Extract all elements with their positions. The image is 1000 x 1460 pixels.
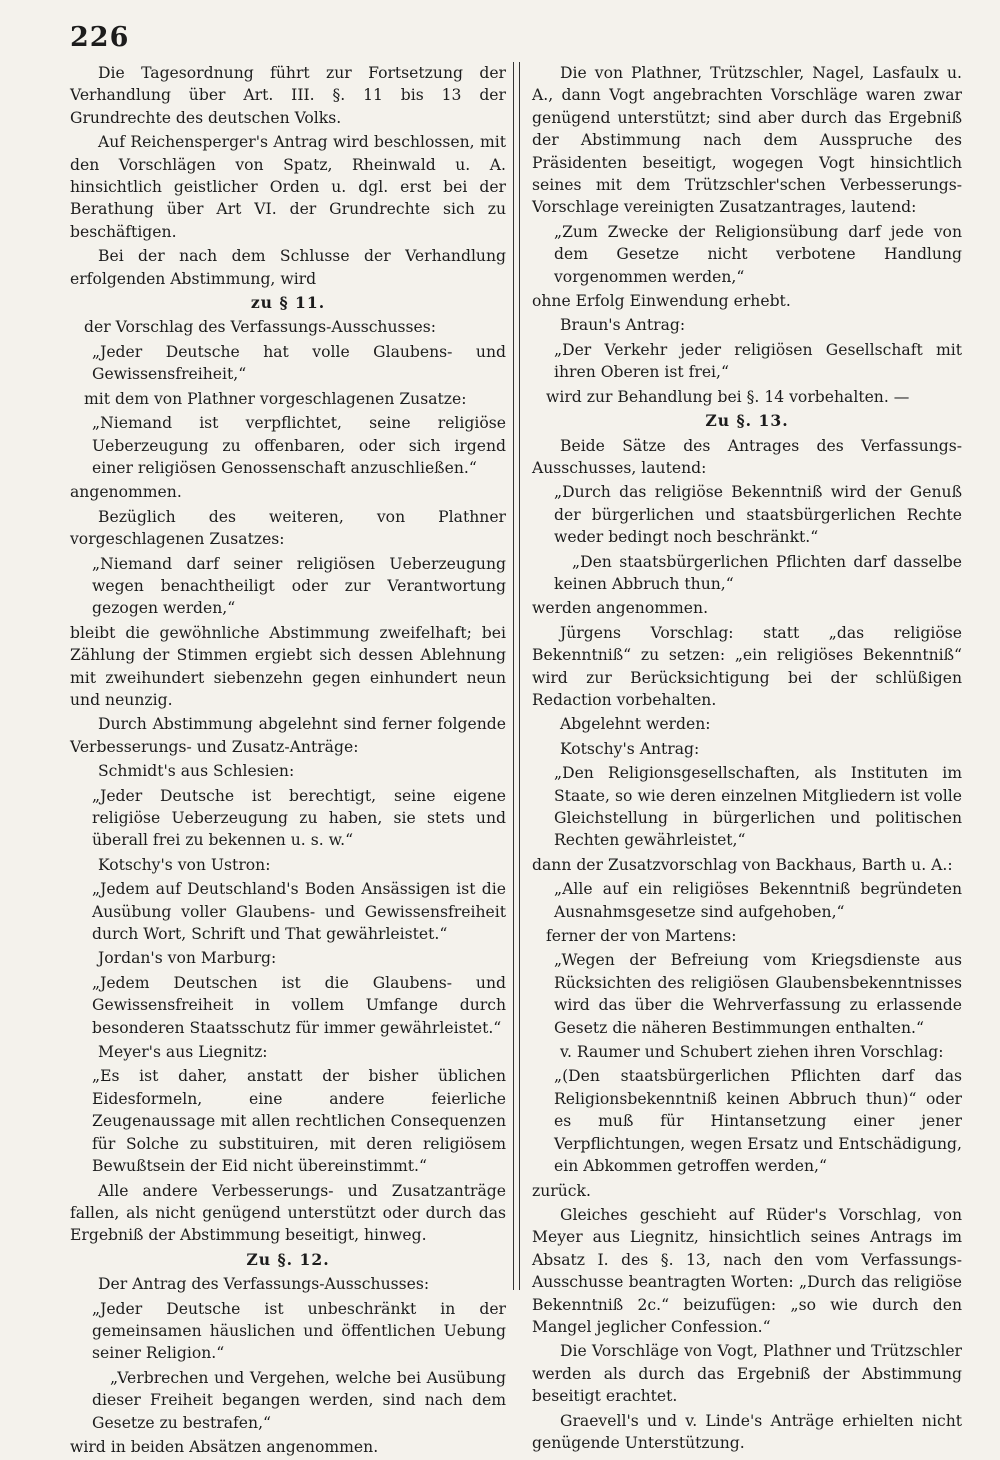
quotation: „(Den staatsbürgerlichen Pflichten darf das Religionsbekenntniß keinen Abbruch thun)“ oder es muß für Hintansetzung einer jener Verpflichtungen, wegen Ersatz und Entschädigung, ein Abkommen getroffen werden,“: [554, 1067, 962, 1176]
paragraph: v. Raumer und Schubert ziehen ihren Vorschlag:: [560, 1043, 944, 1062]
paragraph: Bezüglich des weiteren, von Plathner vorgeschlagenen Zusatzes:: [70, 507, 506, 549]
quotation: „Den staatsbürgerlichen Pflichten darf dasselbe keinen Abbruch thun,“: [554, 552, 962, 593]
paragraph: Beide Sätze des Antrages des Verfassungs-Ausschusses, lautend:: [532, 436, 962, 477]
paragraph: wird zur Behandlung bei §. 14 vorbehalten. —: [546, 387, 910, 406]
paragraph: Durch Abstimmung abgelehnt sind ferner folgende Verbesserungs- und Zusatz-Anträge:: [70, 715, 506, 756]
quotation: „Den Religionsgesellschaften, als Instituten im Staate, so wie deren einzelnen Mitgliedern ist volle Gleichstellung in bürgerlichen und politischen Rechten gewährleistet,“: [554, 764, 962, 850]
paragraph: zurück.: [532, 1181, 591, 1200]
quotation: „Es ist daher, anstatt der bisher üblichen Eidesformeln, eine andere feierliche Zeugenaussage mit allen rechtlichen Consequenzen für Solche zu substituiren, mit deren religiösem Bewußtsein der Eid nicht übereinstimmt.“: [92, 1067, 506, 1176]
paragraph: ohne Erfolg Einwendung erhebt.: [532, 292, 791, 311]
section-heading: zu § 11.: [250, 293, 326, 313]
paragraph: Kotschy's Antrag:: [560, 739, 700, 758]
quotation: „Jeder Deutsche hat volle Glaubens- und Gewissensfreiheit,“: [92, 342, 506, 384]
paragraph: Schmidt's aus Schlesien:: [98, 762, 295, 781]
quotation: „Verbrechen und Vergehen, welche bei Ausübung dieser Freiheit begangen werden, sind nach dem Gesetze zu bestrafen,“: [92, 1368, 506, 1432]
quotation: „Jedem auf Deutschland's Boden Ansässigen ist die Ausübung voller Glaubens- und Gewissensfreiheit durch Wort, Schrift und That gewährleistet.“: [92, 880, 506, 944]
quotation: „Alle auf ein religiöses Bekenntniß begründeten Ausnahmsgesetze sind aufgehoben,“: [554, 880, 962, 921]
paragraph: Kotschy's von Ustron:: [98, 855, 271, 874]
paragraph: Die Tagesordnung führt zur Fortsetzung der Verhandlung über Art. III. §. 11 bis 13 der Grundrechte des deutschen Volks.: [70, 64, 506, 127]
paragraph: Braun's Antrag:: [560, 316, 686, 335]
paragraph: Jordan's von Marburg:: [98, 949, 277, 968]
section-heading: Zu §. 13.: [705, 411, 789, 431]
paragraph: Die Vorschläge von Vogt, Plathner und Trützschler werden als durch das Ergebniß der Abstimmung beseitigt erachtet.: [532, 1342, 962, 1406]
quotation: „Niemand darf seiner religiösen Ueberzeugung wegen benachtheiligt oder zur Verantwortung gezogen werden,“: [92, 554, 506, 618]
page-number: 226: [70, 22, 130, 53]
quotation: „Jedem Deutschen ist die Glaubens- und Gewissensfreiheit in vollem Umfange durch besonderen Staatsschutz für immer gewährleistet.“: [92, 973, 506, 1037]
paragraph: werden angenommen.: [532, 599, 709, 618]
quotation: „Zum Zwecke der Religionsübung darf jede von dem Gesetze nicht verbotene Handlung vorgenommen werden,“: [554, 222, 962, 286]
paragraph: bleibt die gewöhnliche Abstimmung zweifelhaft; bei Zählung der Stimmen ergiebt sich dessen Ablehnung mit zweihundert siebenzehn gegen einhundert neun und neunzig.: [70, 623, 506, 709]
paragraph: angenommen.: [70, 483, 182, 502]
column-divider: [513, 62, 520, 1290]
paragraph: dann der Zusatzvorschlag von Backhaus, Barth u. A.:: [532, 855, 953, 874]
paragraph: Gleiches geschieht auf Rüder's Vorschlag, von Meyer aus Liegnitz, hinsichtlich seines Antrags im Absatz I. des §. 13, nach den vom Verfassungs-Ausschusse beantragten Worten: „Durch das religiöse Bekenntniß 2c.“ beizufügen: „so wie durch den Mangel jeglicher Confession.“: [532, 1205, 962, 1336]
paragraph: Der Antrag des Verfassungs-Ausschusses:: [98, 1275, 430, 1294]
paragraph: mit dem von Plathner vorgeschlagenen Zusatze:: [84, 389, 467, 408]
paragraph: Jürgens Vorschlag: statt „das religiöse Bekenntniß“ zu setzen: „ein religiöses Bekenntniß“ wird zur Berücksichtigung bei der schlüßigen Redaction vorbehalten.: [532, 623, 962, 709]
paragraph: ferner der von Martens:: [546, 927, 737, 946]
quotation: „Durch das religiöse Bekenntniß wird der Genuß der bürgerlichen und staatsbürgerlichen Rechte weder bedingt noch beschränkt.“: [554, 483, 962, 547]
quotation: „Der Verkehr jeder religiösen Gesellschaft mit ihren Oberen ist frei,“: [554, 340, 962, 382]
paragraph: Bei der nach dem Schlusse der Verhandlung erfolgenden Abstimmung, wird: [70, 247, 506, 288]
paragraph: Auf Reichensperger's Antrag wird beschlossen, mit den Vorschlägen von Spatz, Rheinwald u. A. hinsichtlich geistlicher Orden u. dgl. erst bei der Berathung über Art VI. der Grundrechte sich zu beschäftigen.: [70, 133, 506, 241]
paragraph: wird in beiden Absätzen angenommen.: [70, 1437, 379, 1456]
left-column: [70, 62, 506, 1460]
paragraph: Graevell's und v. Linde's Anträge erhielten nicht genügende Unterstützung.: [532, 1411, 962, 1452]
paragraph: der Vorschlag des Verfassungs-Ausschusses:: [84, 318, 437, 337]
right-column: [532, 62, 962, 1456]
quotation: „Niemand ist verpflichtet, seine religiöse Ueberzeugung zu offenbaren, oder sich irgend einer religiösen Genossenschaft anzuschließen.“: [92, 414, 506, 477]
paragraph: Abgelehnt werden:: [560, 715, 711, 734]
paragraph: Meyer's aus Liegnitz:: [98, 1043, 268, 1062]
quotation: „Wegen der Befreiung vom Kriegsdienste aus Rücksichten des religiösen Glaubensbekenntnisses wird das über die Wehrverfassung zu erlassende Gesetz die näheren Bestimmungen enthalten.“: [554, 951, 962, 1037]
quotation: „Jeder Deutsche ist unbeschränkt in der gemeinsamen häuslichen und öffentlichen Uebung seiner Religion.“: [92, 1299, 506, 1363]
quotation: „Jeder Deutsche ist berechtigt, seine eigene religiöse Ueberzeugung zu haben, sie stets und überall frei zu bekennen u. s. w.“: [92, 786, 506, 850]
paragraph: Alle andere Verbesserungs- und Zusatzanträge fallen, als nicht genügend unterstützt oder durch das Ergebniß der Abstimmung beseitigt, hinweg.: [70, 1181, 506, 1245]
section-heading: Zu §. 12.: [246, 1249, 330, 1269]
paragraph: Die von Plathner, Trützschler, Nagel, Lasfaulx u. A., dann Vogt angebrachten Vorschläge waren zwar genügend unterstützt; sind aber durch das Ergebniß der Abstimmung nach dem Ausspruche des Präsidenten beseitigt, wogegen Vogt hinsichtlich seines mit dem Trützschler'schen Verbesserungs-Vorschlage vereinigten Zusatzantrages, lautend:: [532, 64, 962, 217]
